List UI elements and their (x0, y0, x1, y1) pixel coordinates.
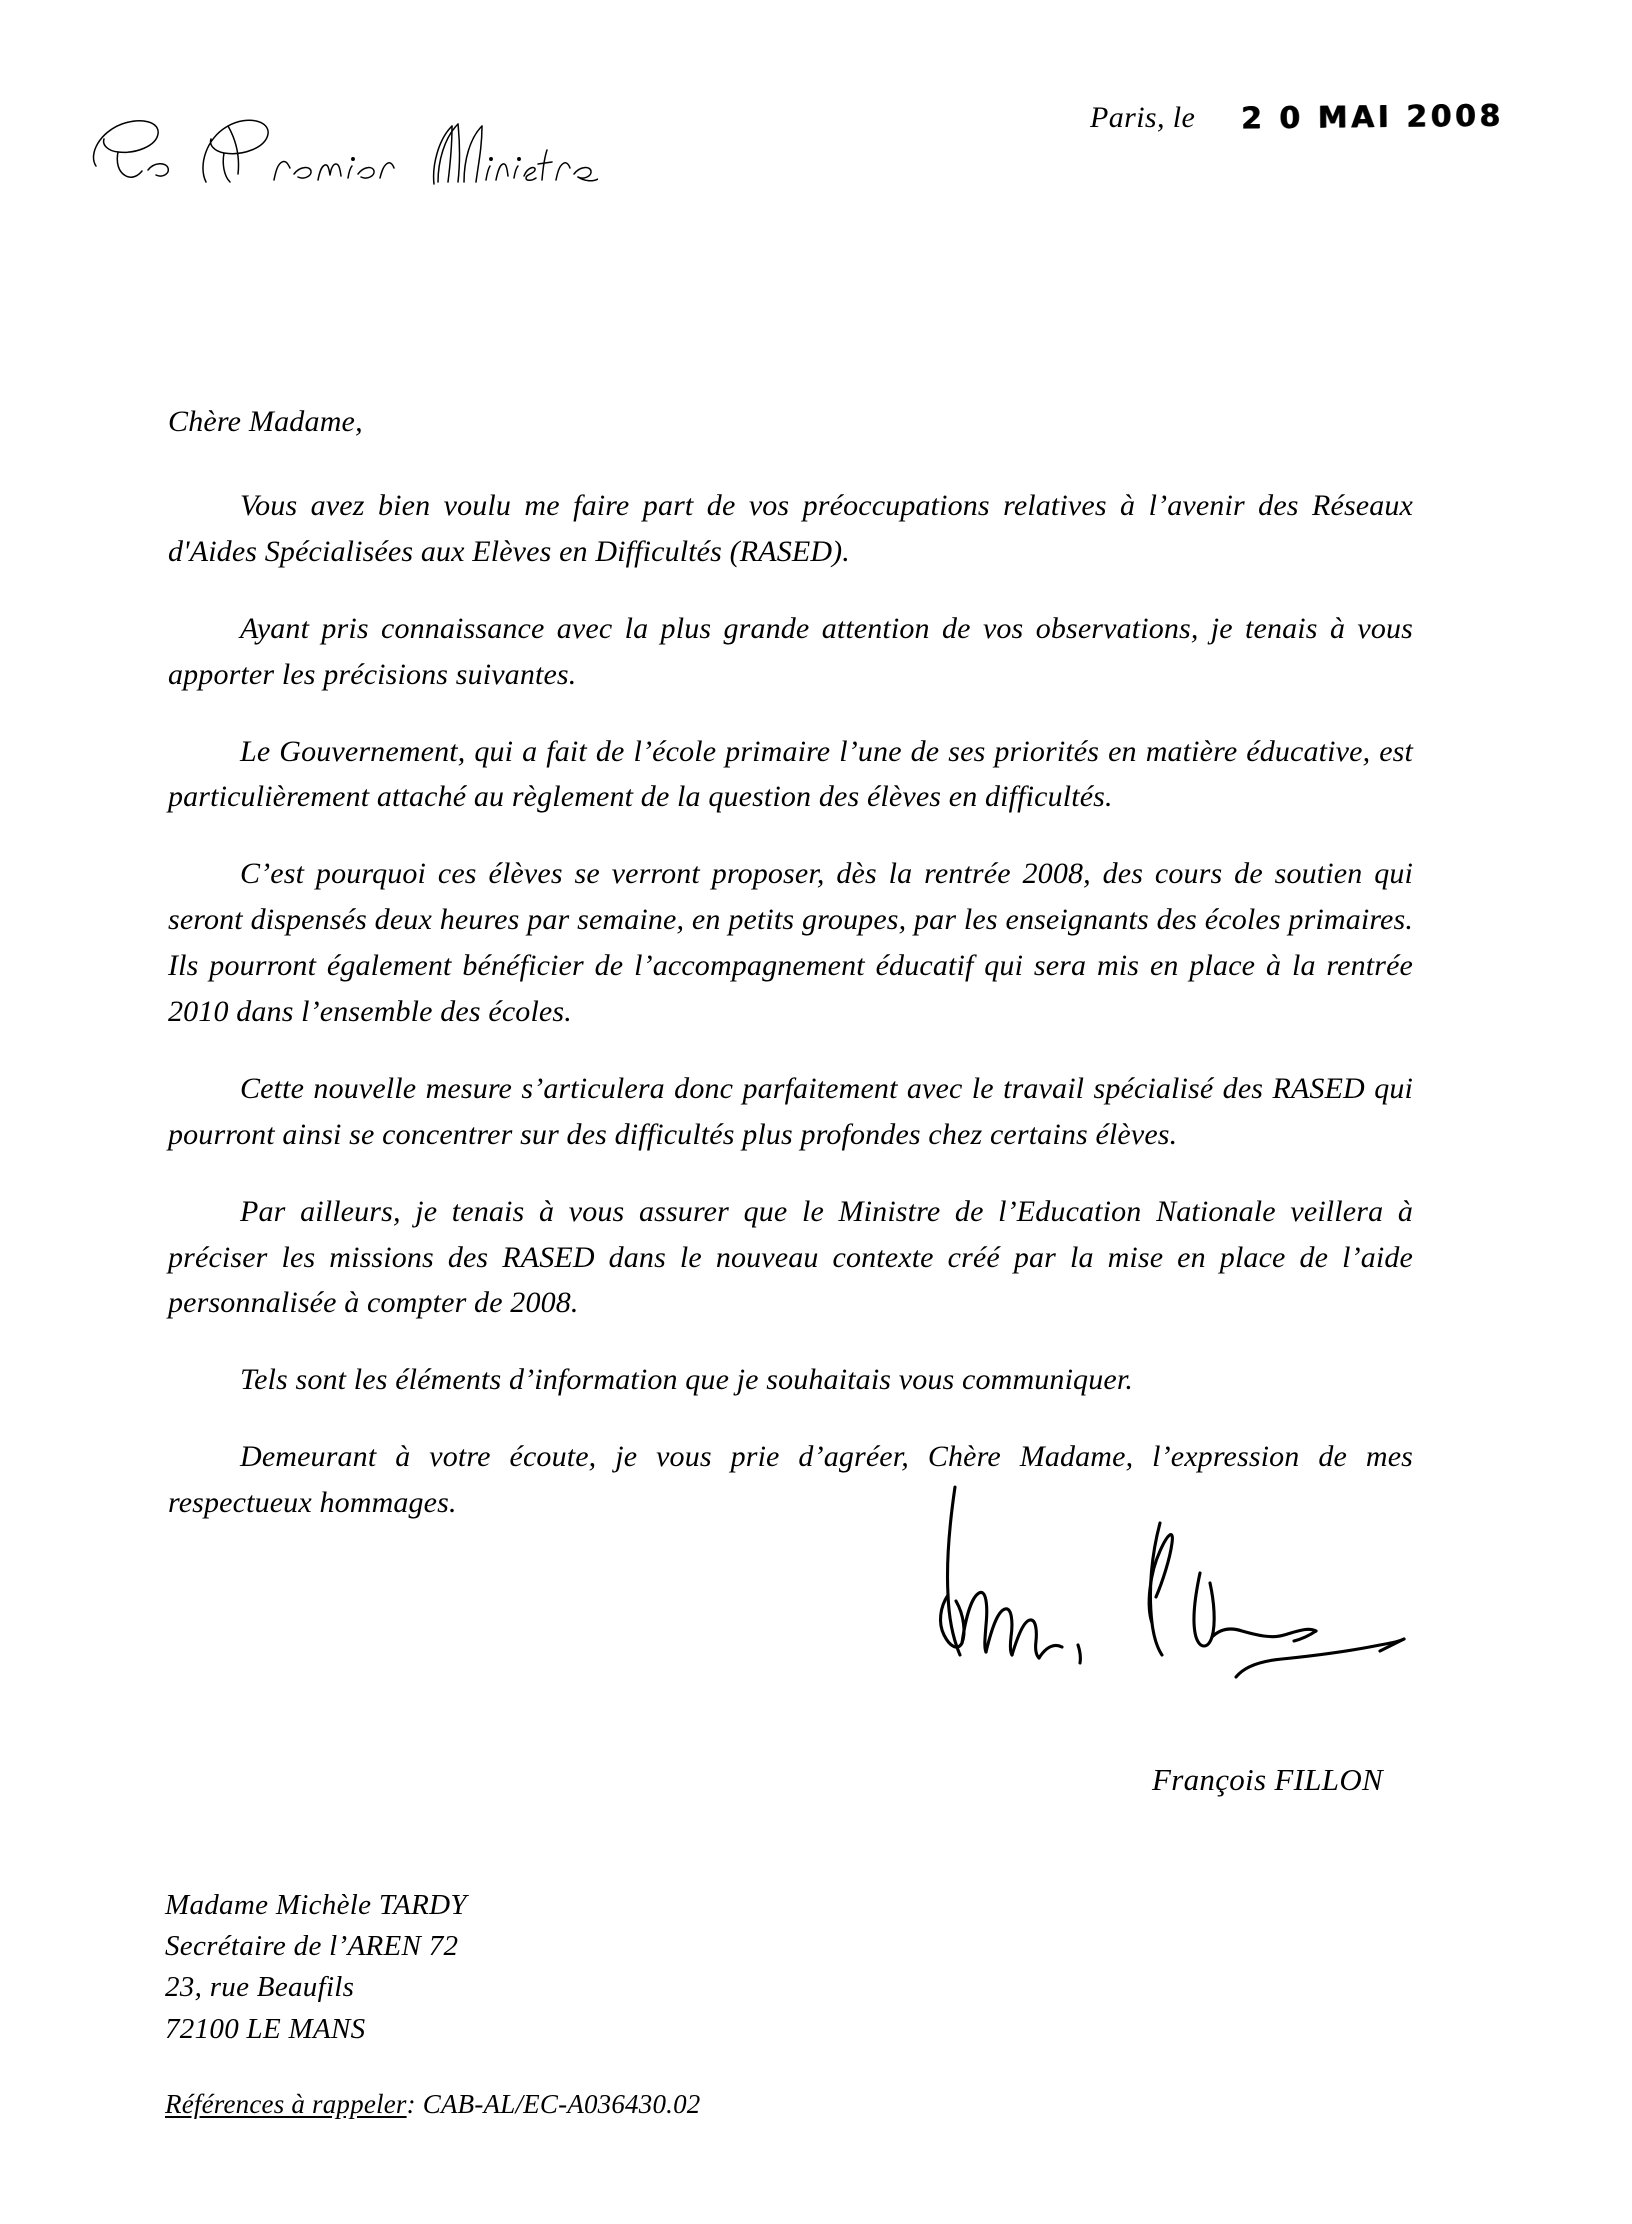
reference-line (165, 2089, 701, 2120)
letterhead-logo (78, 96, 598, 188)
reference-label: Références à rappeler (165, 2089, 407, 2119)
recipient-role: Secrétaire de l’AREN 72 (165, 1930, 459, 1963)
salutation: Chère Madame, (168, 405, 363, 438)
paragraph-2: Ayant pris connaissance avec la plus grande attention de vos observations, je tenais à vous apporter les précisions suivantes. (168, 611, 1413, 691)
paragraph-8: Demeurant à votre écoute, je vous prie d’agréer, Chère Madame, l’expression de mes respectueux hommages. (168, 1440, 1413, 1520)
date-stamp: 2 0 MAI 2008 (1241, 98, 1505, 137)
paragraph-1: Vous avez bien voulu me faire part de vos préoccupations relatives à l’avenir des Réseaux d'Aides Spécialisées aux Elèves en Difficultés (RASED). (168, 489, 1413, 568)
dateline (1090, 100, 1504, 135)
letter-body (168, 405, 1413, 1526)
recipient-city: 72100 LE MANS (165, 2012, 366, 2045)
handwritten-signature (880, 1455, 1420, 1695)
paragraph-6: Par ailleurs, je tenais à vous assurer que le Ministre de l’Education Nationale veillera à préciser les missions des RASED dans le nouveau contexte créé par la mise en place de l’aide personnalisée à compter de 2008. (168, 1194, 1413, 1320)
paragraph-3: Le Gouvernement, qui a fait de l’école primaire l’une de ses priorités en matière éducative, est particulièrement attaché au règlement de la question des élèves en difficultés. (168, 734, 1413, 814)
dateline-place: Paris, le (1090, 101, 1196, 134)
paragraph-4: C’est pourquoi ces élèves se verront proposer, dès la rentrée 2008, des cours de soutien qui seront dispensés deux heures par semaine, en petits groupes, par les enseignants des écoles primaires. Ils pourront également bénéficier de l’accompagnement éducatif qui sera mis en place à la rentrée 2010 dans l’ensemble des écoles. (168, 857, 1413, 1029)
paragraph-5: Cette nouvelle mesure s’articulera donc parfaitement avec le travail spécialisé des RASED qui pourront ainsi se concentrer sur des difficultés plus profondes chez certains élèves. (168, 1071, 1413, 1151)
recipient-street: 23, rue Beaufils (165, 1971, 355, 2004)
reference-value: : CAB-AL/EC-A036430.02 (406, 2089, 701, 2119)
recipient-address (165, 1885, 467, 2050)
recipient-name: Madame Michèle TARDY (165, 1889, 467, 1921)
paragraph-7: Tels sont les éléments d’information que je souhaitais vous communiquer. (240, 1363, 1133, 1397)
signer-name: François FILLON (1152, 1762, 1383, 1797)
